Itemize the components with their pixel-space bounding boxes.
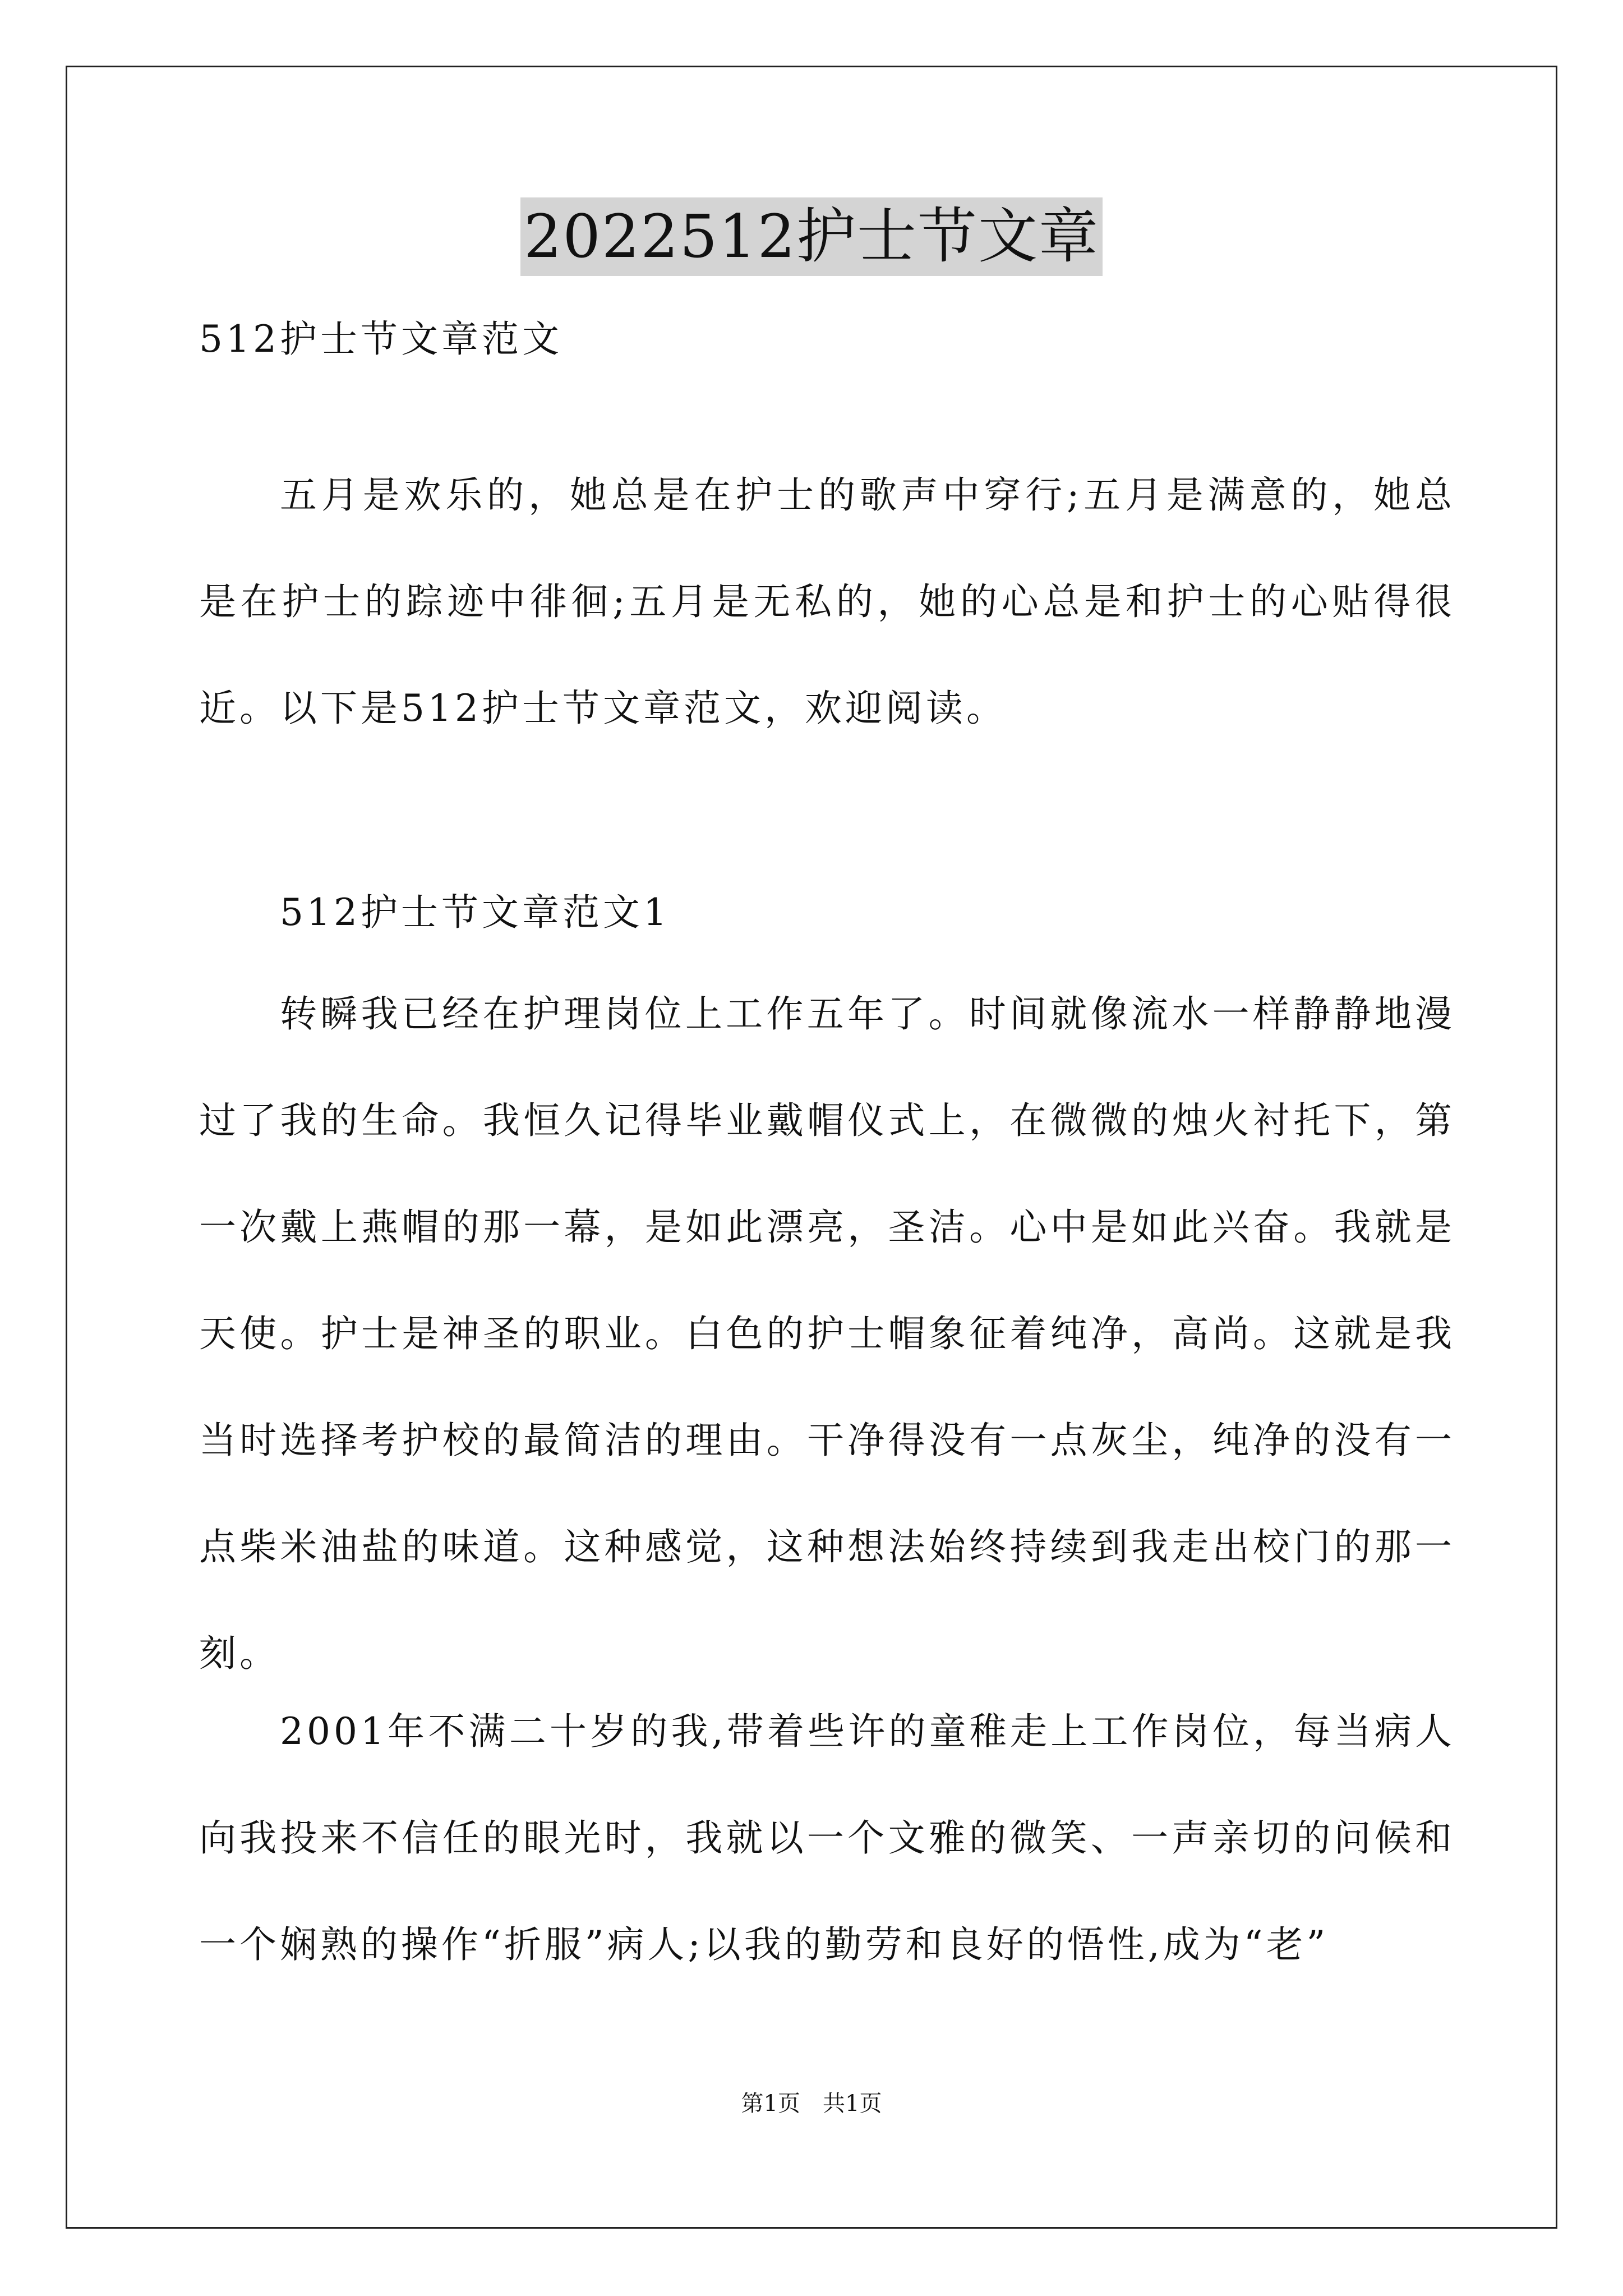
body-paragraph: 转瞬我已经在护理岗位上工作五年了。时间就像流水一样静静地漫过了我的生命。我恒久记得毕业戴帽仪式上，在微微的烛火衬托下，第一次戴上燕帽的那一幕，是如此漂亮，圣洁。心中是如此兴奋。我就是天使。护士是神圣的职业。白色的护士帽象征着纯净，高尚。这就是我当时选择考护校的最简洁的理由。干净得没有一点灰尘，纯净的没有一点柴米油盐的味道。这种感觉，这种想法始终持续到我走出校门的那一刻。	[199, 992, 1455, 1675]
document-title: 2022512护士节文章	[520, 197, 1103, 276]
document-subtitle: 512护士节文章范文	[199, 318, 562, 361]
section-heading: 512护士节文章范文1	[280, 891, 670, 934]
intro-paragraph: 五月是欢乐的，她总是在护士的歌声中穿行;五月是满意的，她总是在护士的踪迹中徘徊;五月是无私的，她的心总是和护士的心贴得很近。以下是512护士节文章范文，欢迎阅读。	[199, 473, 1455, 730]
body-paragraph: 2001年不满二十岁的我,带着些许的童稚走上工作岗位，每当病人向我投来不信任的眼光时，我就以一个文雅的微笑、一声亲切的问候和一个娴熟的操作“折服”病人;以我的勤劳和良好的悟性,成为“老”	[199, 1710, 1455, 1966]
title-container	[0, 197, 1623, 276]
page-footer: 第1页 共1页	[741, 2091, 882, 2116]
